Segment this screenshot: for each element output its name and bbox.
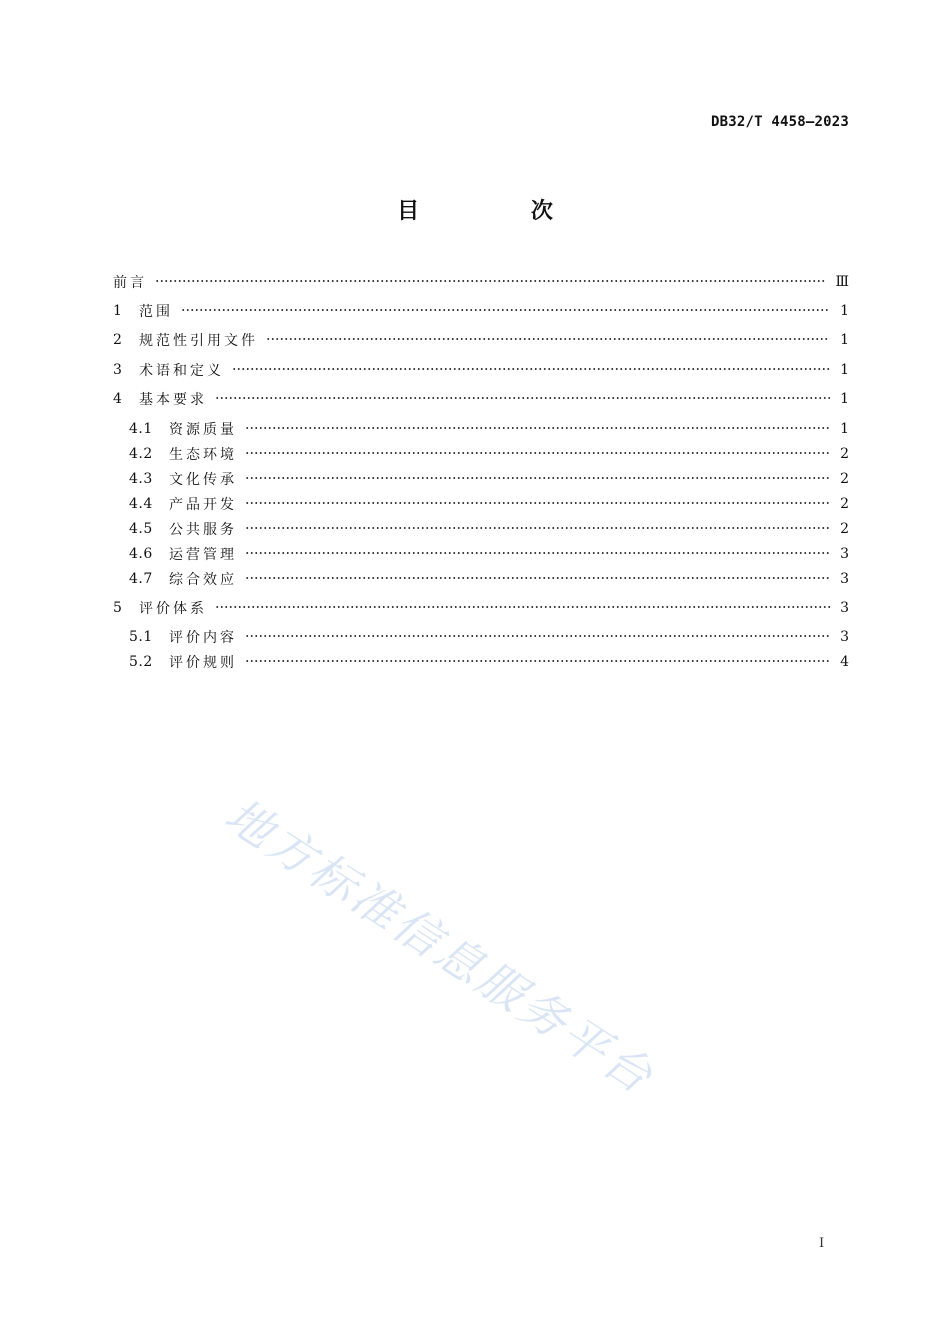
dot-leader <box>245 471 830 485</box>
toc-entry-2[interactable] <box>113 328 849 352</box>
toc-entry-label: 评价内容 <box>169 630 237 646</box>
toc-entry-number: 4.1 <box>129 421 153 437</box>
dot-leader <box>245 546 830 560</box>
toc-entry-page: 4 <box>840 654 849 670</box>
toc-entry-label: 产品开发 <box>169 497 237 513</box>
toc-entry-label: 资源质量 <box>169 422 237 438</box>
toc-entry-number: 4.2 <box>129 446 153 462</box>
toc-entry-label: 评价体系 <box>139 601 207 617</box>
page-number: I <box>819 1236 825 1251</box>
toc-entry-5-2[interactable] <box>129 650 849 674</box>
dot-leader <box>245 521 830 535</box>
toc-entry-page: 1 <box>840 303 849 319</box>
document-code: DB32/T 4458—2023 <box>710 114 849 130</box>
toc-entry-label: 综合效应 <box>169 572 237 588</box>
toc-entry-3[interactable] <box>113 358 849 382</box>
toc-entry-page: 1 <box>840 391 849 407</box>
toc-entry-label: 生态环境 <box>169 447 237 463</box>
toc-entry-page: 3 <box>840 600 849 616</box>
dot-leader <box>181 303 830 317</box>
toc-entry-4-3[interactable] <box>129 467 849 491</box>
toc-entry-number: 4.6 <box>129 546 153 562</box>
toc-entry-number: 4 <box>113 391 123 407</box>
toc-entry-number: 5 <box>113 600 123 616</box>
toc-entry-label: 评价规则 <box>169 655 237 671</box>
toc-entry-label: 术语和定义 <box>139 363 224 379</box>
toc-entry-4-5[interactable] <box>129 517 849 541</box>
toc-entry-4-4[interactable] <box>129 492 849 516</box>
dot-leader <box>245 571 830 585</box>
toc-entry-4-7[interactable] <box>129 567 849 591</box>
toc-entry-page: Ⅲ <box>835 274 849 290</box>
toc-entry-page: 1 <box>840 362 849 378</box>
toc-entry-page: 3 <box>840 571 849 587</box>
toc-entry-5[interactable] <box>113 596 849 620</box>
toc-entry-number: 2 <box>113 332 123 348</box>
dot-leader <box>266 332 830 346</box>
toc-entry-label: 运营管理 <box>169 547 237 563</box>
toc-entry-label: 公共服务 <box>169 522 237 538</box>
toc-entry-1[interactable] <box>113 299 849 323</box>
toc-entry-number: 4.3 <box>129 471 153 487</box>
toc-entry-label: 范围 <box>139 304 173 320</box>
dot-leader <box>245 654 830 668</box>
toc-entry-number: 4.7 <box>129 571 153 587</box>
toc-entry-number: 1 <box>113 303 123 319</box>
toc-entry-page: 2 <box>840 471 849 487</box>
dot-leader <box>245 421 830 435</box>
watermark: 地方标准信息服务平台 <box>215 787 665 1106</box>
toc-entry-number: 3 <box>113 362 123 378</box>
toc-entry-label: 文化传承 <box>169 472 237 488</box>
toc-entry-page: 2 <box>840 496 849 512</box>
dot-leader <box>245 496 830 510</box>
toc-entry-number: 4.5 <box>129 521 153 537</box>
toc-entry-number: 4.4 <box>129 496 153 512</box>
dot-leader <box>215 600 830 614</box>
toc-entry-4-2[interactable] <box>129 442 849 466</box>
toc-title: 目 次 <box>397 199 605 224</box>
toc-entry-4[interactable] <box>113 387 849 411</box>
toc-entry-page: 1 <box>840 332 849 348</box>
toc-entry-label: 规范性引用文件 <box>139 333 258 349</box>
toc-entry-preface[interactable] <box>113 270 849 294</box>
dot-leader <box>232 362 830 376</box>
toc-entry-label: 前言 <box>113 275 147 291</box>
toc-entry-5-1[interactable] <box>129 625 849 649</box>
toc-entry-page: 3 <box>840 629 849 645</box>
toc-entry-number: 5.1 <box>129 629 153 645</box>
toc-entry-page: 3 <box>840 546 849 562</box>
dot-leader <box>215 391 830 405</box>
toc-entry-page: 1 <box>840 421 849 437</box>
dot-leader <box>155 274 825 288</box>
toc-entry-label: 基本要求 <box>139 392 207 408</box>
toc-entry-number: 5.2 <box>129 654 153 670</box>
dot-leader <box>245 629 830 643</box>
dot-leader <box>245 446 830 460</box>
toc-entry-4-6[interactable] <box>129 542 849 566</box>
toc-entry-page: 2 <box>840 446 849 462</box>
toc-entry-4-1[interactable] <box>129 417 849 441</box>
toc-entry-page: 2 <box>840 521 849 537</box>
